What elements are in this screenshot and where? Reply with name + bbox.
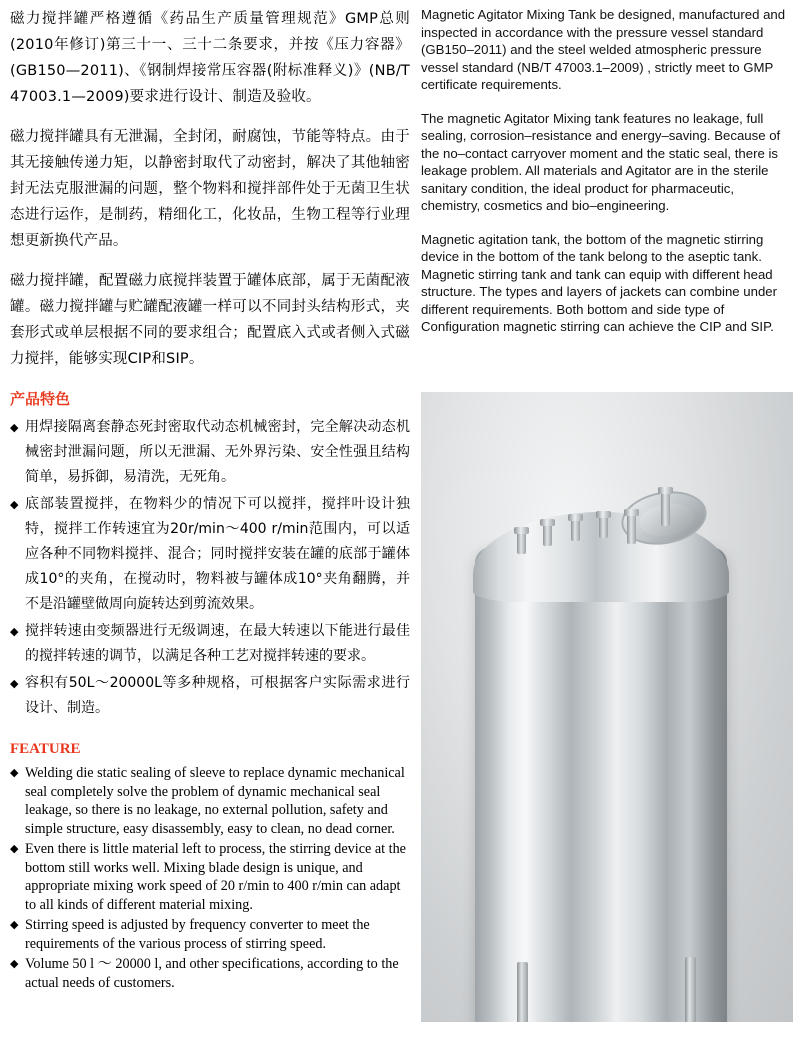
list-item <box>10 492 410 617</box>
diamond-bullet-icon: ◆ <box>10 421 19 434</box>
intro-paragraph-cn-3: 磁力搅拌罐，配置磁力底搅拌装置于罐体底部，属于无菌配液罐。磁力搅拌罐与贮罐配液罐一样可以不同封头结构形式，夹套形式或单层根据不同的要求组合；配置底入式或者侧入式磁力搅拌，能够实现CIP和SIP。 <box>10 273 410 367</box>
right-column <box>421 6 793 352</box>
nozzle-icon <box>543 524 552 546</box>
list-item-text: 底部装置搅拌，在物料少的情况下可以搅拌，搅拌叶设计独特，搅拌工作转速宜为20r/min～400 r/min范围内，可以适应各种不同物料搅拌、混合；同时搅拌安装在罐的底部于罐体成10°的夹角，在搅动时，物料被与罐体成10°夹角翻腾，并不是沿罐壁做周向旋转达到剪流效果。 <box>25 496 410 612</box>
list-item-text: Even there is little material left to process, the stirring device at the bottom still works well. Mixing blade design is unique, and appropriate mixing work speed of 20 r/min to 400 r/min can adapt to all kinds of different material mixing. <box>25 841 406 913</box>
features-list-cn <box>10 415 410 721</box>
diamond-bullet-icon: ◆ <box>10 498 19 511</box>
left-column <box>10 6 410 994</box>
list-item <box>10 764 410 838</box>
intro-paragraph-cn-1: 磁力搅拌罐严格遵循《药品生产质量管理规范》GMP总则(2010年修订)第三十一、三十二条要求，并按《压力容器》(GB150—2011)、《钢制焊接常压容器(附标准释义)》(NB/T 47003.1—2009)要求进行设计、制造及验收。 <box>10 11 410 105</box>
nozzle-icon <box>517 532 526 554</box>
features-list-en <box>10 764 410 992</box>
diamond-bullet-icon: ◆ <box>10 625 19 638</box>
list-item <box>10 619 410 669</box>
list-item <box>10 955 410 992</box>
list-item-text: 用焊接隔离套静态死封密取代动态机械密封，完全解决动态机械密封泄漏问题，所以无泄漏、无外界污染、安全性强且结构简单，易拆御，易清洗，无死角。 <box>25 419 410 485</box>
features-heading-cn: 产品特色 <box>10 390 71 408</box>
diamond-bullet-icon: ◆ <box>10 842 19 855</box>
list-item <box>10 916 410 953</box>
diamond-bullet-icon: ◆ <box>10 918 19 931</box>
nozzle-icon <box>661 492 670 526</box>
list-item-text: 搅拌转速由变频器进行无级调速，在最大转速以下能进行最佳的搅拌转速的调节，以满足各种工艺对搅拌转速的要求。 <box>25 623 410 664</box>
list-item <box>10 415 410 490</box>
list-item-text: 容积有50L～20000L等多种规格，可根据客户实际需求进行设计、制造。 <box>25 675 410 716</box>
list-item-text: Volume 50 l ～ 20000 l, and other specifications, according to the actual needs of customers. <box>25 956 399 991</box>
nozzle-icon <box>627 514 636 544</box>
diamond-bullet-icon: ◆ <box>10 766 19 779</box>
tank-shell <box>475 547 727 1022</box>
diamond-bullet-icon: ◆ <box>10 677 19 690</box>
list-item <box>10 671 410 721</box>
description-paragraph-en-2: The magnetic Agitator Mixing tank features no leakage, full sealing, corrosion–resistance and energy–saving. Because of the no–contact carryover moment and the static seal, there is leakage problem. All materials and Agitator are in the sterile sanitary condition, the ideal product for pharmaceutic, chemistry, cosmetics and bio–engineering. <box>421 110 781 213</box>
product-photo <box>421 392 793 1022</box>
list-item-text: Welding die static sealing of sleeve to replace dynamic mechanical seal completely solve the problem of dynamic mechanical seal leakage, so there is no leakage, no external pollution, safety and simple structure, easy disassembly, easy to clean, no dead corner. <box>25 765 405 837</box>
intro-paragraph-cn-2: 磁力搅拌罐具有无泄漏，全封闭，耐腐蚀，节能等特点。由于其无接触传递力矩，以静密封取代了动密封，解决了其他轴密封无法克服泄漏的问题，整个物料和搅拌部件处于无菌卫生状态进行运作，是制药，精细化工，化妆品，生物工程等行业理想更新换代产品。 <box>10 129 410 249</box>
list-item <box>10 840 410 914</box>
features-heading-en: FEATURE <box>10 741 81 757</box>
tank-leg <box>685 957 696 1022</box>
product-photo-image <box>421 392 793 1022</box>
nozzle-icon <box>571 519 580 541</box>
tank-leg <box>517 962 528 1022</box>
list-item-text: Stirring speed is adjusted by frequency converter to meet the requirements of the various process of stirring speed. <box>25 917 370 952</box>
description-paragraph-en-3: Magnetic agitation tank, the bottom of the magnetic stirring device in the bottom of the tank belong to the aseptic tank. Magnetic stirring tank and tank can equip with different head structure. The types and layers of jackets can combine under different requirements. Both bottom and side type of Configuration magnetic stirring can achieve the CIP and SIP. <box>421 231 778 334</box>
diamond-bullet-icon: ◆ <box>10 957 19 970</box>
description-paragraph-en-1: Magnetic Agitator Mixing Tank be designed, manufactured and inspected in accordance with the pressure vessel standard (GB150–2011) and the steel welded atmospheric pressure vessel standard (NB/T 47003.1–2009) , strictly meet to GMP certificate requirements. <box>421 7 786 92</box>
nozzle-icon <box>599 516 608 538</box>
